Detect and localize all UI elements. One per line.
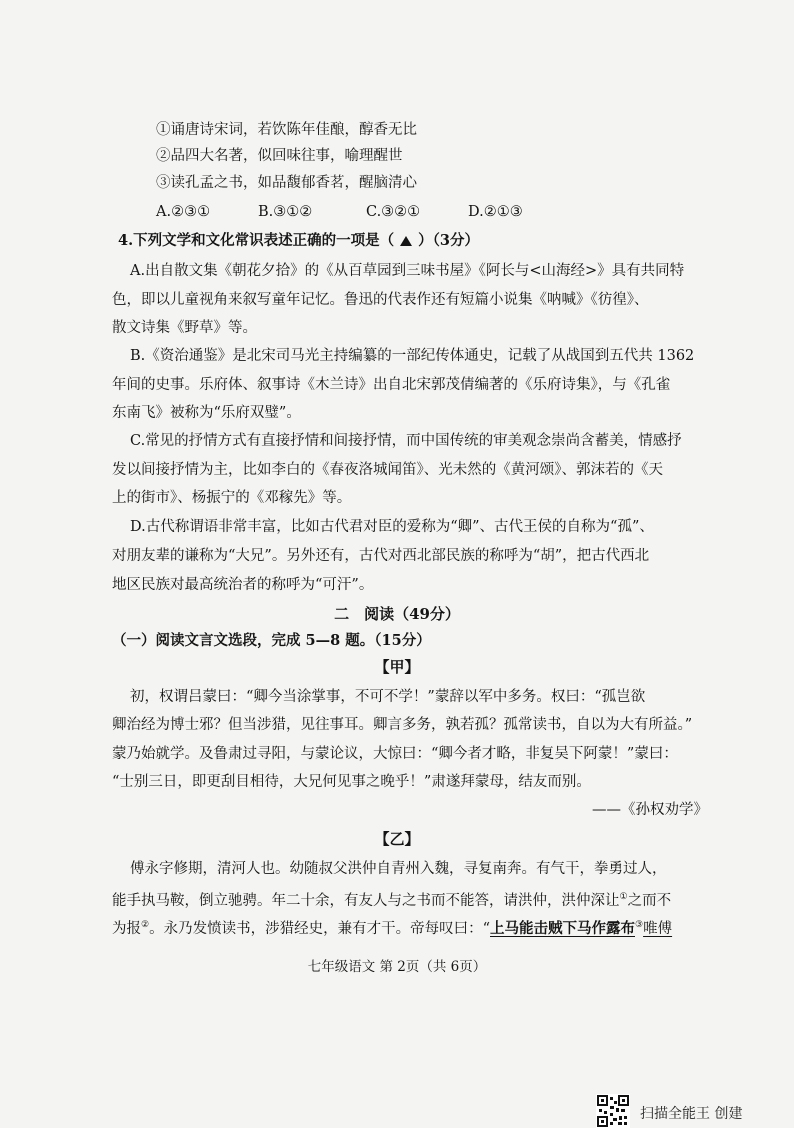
passage-yi-line-3-start: 为报 [112, 920, 141, 937]
q4-option-b-line-1: B.《资治通鉴》是北宋司马光主持编纂的一部纪传体通史，记载了从战国到五代共 1362 [130, 348, 695, 364]
underlined-sentence: 上马能击贼下马作露布 [490, 919, 635, 937]
q3-option-d: D.②①③ [468, 204, 523, 220]
scanner-watermark-text: 扫描全能王 创建 [640, 1106, 743, 1122]
question-4-stem-end: ）（3分） [418, 232, 479, 249]
q4-option-a-line-1: A.出自散文集《朝花夕拾》的《从百草园到三味书屋》《阿长与<山海经>》具有共同特 [130, 263, 685, 279]
passage-yi-line-2 [112, 888, 671, 910]
q3-option-a: A.②③① [156, 204, 211, 220]
answer-blank-triangle-icon [400, 236, 412, 246]
qr-code-icon [596, 1094, 630, 1128]
passage-yi-line-2-end: 之而不 [627, 892, 672, 909]
part-1-title: （一）阅读文言文选段，完成 5—8 题。（15分） [112, 632, 431, 649]
passage-jia-line-1: 初，权谓吕蒙曰：“卿今当涂掌事，不可不学！”蒙辞以军中多务。权曰：“孤岂欲 [130, 689, 646, 705]
page-footer: 七年级语文 第 2页（共 6页） [307, 959, 487, 975]
passage-yi-label: 【乙】 [374, 830, 420, 848]
footnote-mark-1: ① [619, 892, 628, 902]
passage-yi-line-2-text: 能手执马鞍，倒立驰骋。年二十余，有友人与之书而不能答，请洪仲，洪仲深让 [112, 892, 620, 909]
passage-jia-line-3: 蒙乃始就学。及鲁肃过寻阳，与蒙论议，大惊曰：“卿今者才略，非复吴下阿蒙！”蒙曰： [112, 746, 678, 762]
q3-option-c: C.③②① [366, 204, 421, 220]
q4-option-b-line-3: 东南飞》被称为“乐府双璧”。 [112, 405, 301, 421]
passage-yi-line-1: 傅永字修期，清河人也。幼随叔父洪仲自青州入魏，寻复南奔。有气干，拳勇过人， [130, 861, 667, 877]
q4-option-c-line-3: 上的街市》、杨振宁的《邓稼先》等。 [112, 490, 352, 506]
section-2-title: 二 阅读（49分） [334, 605, 460, 623]
q4-option-c-line-1: C.常见的抒情方式有直接抒情和间接抒情，而中国传统的审美观念崇尚含蓄美，情感抒 [130, 433, 682, 449]
passage-jia-source: ——《孙权劝学》 [592, 802, 708, 818]
item-3: ③读孔孟之书，如品馥郁香茗，醒脑清心 [156, 175, 417, 191]
question-4-stem [118, 232, 479, 250]
q4-option-a-line-3: 散文诗集《野草》等。 [112, 320, 257, 336]
q4-option-a-line-2: 色，即以儿童视角来叙写童年记忆。鲁迅的代表作还有短篇小说集《呐喊》《彷徨》、 [112, 292, 649, 308]
q4-option-b-line-2: 年间的史事。乐府体、叙事诗《木兰诗》出自北宋郭茂倩编著的《乐府诗集》，与《孔雀 [112, 377, 671, 393]
passage-yi-line-3-mid: 。永乃发愤读书，涉猎经史，兼有才干。帝每叹曰：“ [149, 920, 490, 937]
passage-jia-label: 【甲】 [374, 658, 420, 676]
passage-jia-line-2: 卿治经为博士邪？但当涉猎，见往事耳。卿言多务，孰若孤？孤常读书，自以为大有所益。” [112, 717, 693, 733]
q4-option-d-line-1: D.古代称谓语非常丰富，比如古代君对臣的爱称为“卿”、古代王侯的自称为“孤”、 [130, 519, 654, 535]
q4-option-d-line-3: 地区民族对最高统治者的称呼为“可汗”。 [112, 577, 374, 593]
passage-yi-line-3-tail: 唯傅 [643, 920, 673, 937]
q3-option-b: B.③①② [258, 204, 313, 220]
q4-option-c-line-2: 发以间接抒情为主，比如李白的《春夜洛城闻笛》、光未然的《黄河颂》、郭沫若的《天 [112, 462, 663, 478]
footnote-mark-3: ③ [635, 920, 644, 930]
question-4-stem-start: 4.下列文学和文化常识表述正确的一项是（ [118, 232, 395, 249]
q4-option-d-line-2: 对朋友辈的谦称为“大兄”。另外还有，古代对西北部民族的称呼为“胡”，把古代西北 [112, 548, 650, 564]
item-1: ①诵唐诗宋词，若饮陈年佳酿，醇香无比 [156, 122, 417, 138]
footnote-mark-2: ② [141, 920, 150, 930]
passage-yi-line-3 [112, 916, 672, 938]
item-2: ②品四大名著，似回味往事，喻理醒世 [156, 148, 403, 164]
passage-jia-line-4: “士别三日，即更刮目相待，大兄何见事之晚乎！”肃遂拜蒙母，结友而别。 [112, 774, 591, 790]
